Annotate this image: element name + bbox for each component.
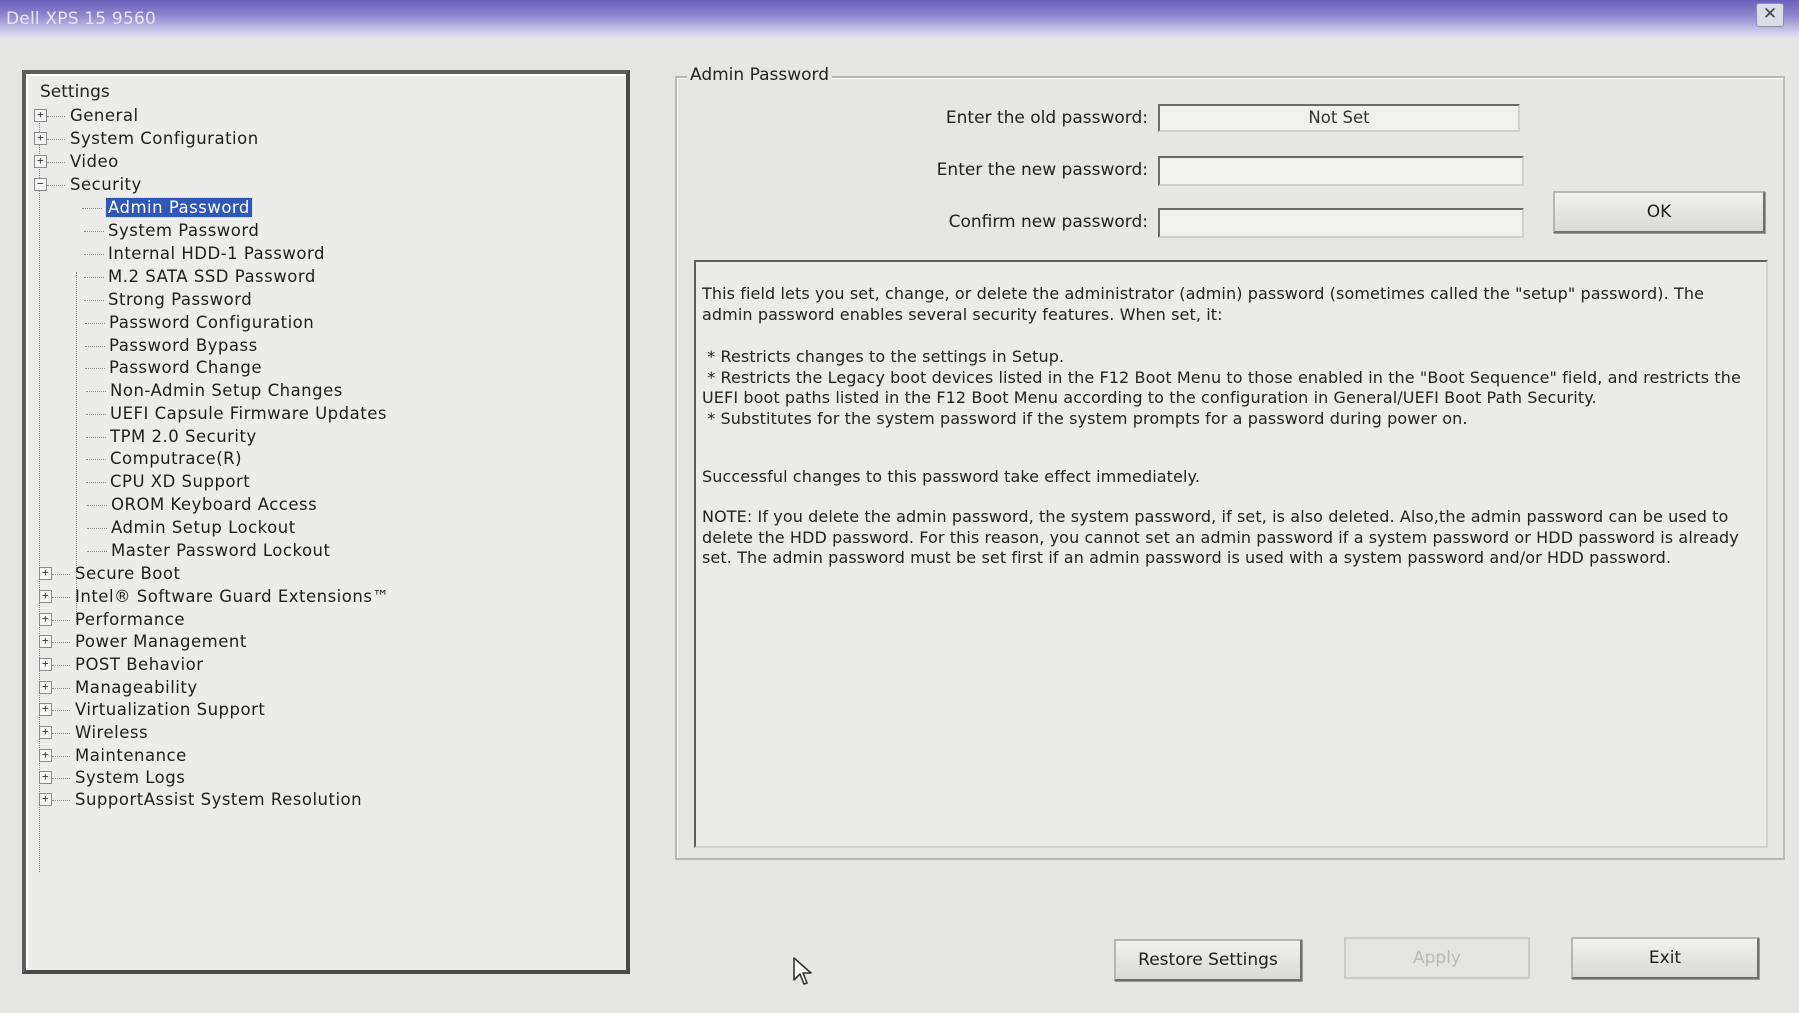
description-box[interactable]	[694, 260, 1768, 848]
tree-item-master-password-lockout[interactable]	[111, 541, 330, 563]
tree-item-password-change[interactable]	[109, 358, 262, 380]
tree-item-password-bypass[interactable]	[109, 336, 258, 358]
confirm-password-input[interactable]	[1158, 208, 1524, 238]
new-password-label: Enter the new password:	[936, 160, 1148, 180]
tree-item-system-password[interactable]	[108, 221, 259, 243]
description-paragraph: This field lets you set, change, or delete the administrator (admin) password (sometimes called the "setup" password). The admin password enables several security features. When set, it:	[702, 284, 1705, 324]
confirm-password-label: Confirm new password:	[948, 212, 1148, 232]
tree-item-label: Power Management	[75, 632, 247, 651]
tree-item-label: System Logs	[75, 768, 186, 787]
expand-icon[interactable]: +	[39, 613, 52, 626]
tree-item-computrace[interactable]	[110, 449, 242, 471]
expand-icon[interactable]: +	[39, 567, 52, 580]
close-button[interactable]: ✕	[1756, 3, 1784, 27]
mouse-pointer-icon	[792, 956, 816, 992]
tree-item-label: M.2 SATA SSD Password	[108, 267, 316, 286]
tree-item-label: Password Configuration	[109, 313, 315, 332]
settings-tree[interactable]	[22, 70, 630, 974]
tree-item-tpm-security[interactable]	[110, 427, 257, 449]
tree-item-label: Intel® Software Guard Extensions™	[75, 587, 390, 606]
description-paragraph: Successful changes to this password take effect immediately.	[702, 467, 1201, 486]
tree-item-label: Computrace(R)	[110, 449, 243, 468]
window-title: Dell XPS 15 9560	[6, 9, 156, 29]
apply-button[interactable]: Apply	[1344, 937, 1530, 979]
expand-icon[interactable]: +	[39, 749, 52, 762]
tree-item-label: POST Behavior	[75, 655, 204, 674]
description-paragraph: * Restricts changes to the settings in Setup. * Restricts the Legacy boot devices listed in the F12 Boot Menu to those enabled in the "Boot Sequence" field, and restricts the UEFI boot paths listed in the F12 Boot Menu according to the configuration in General/UEFI Boot Path Security. * Substitutes for the system password if the system prompts for a password during power on.	[702, 347, 1741, 428]
tree-item-label: UEFI Capsule Firmware Updates	[110, 404, 387, 423]
tree-item-label: System Password	[108, 221, 260, 240]
tree-item-uefi-capsule-firmware-updates[interactable]	[110, 404, 387, 426]
tree-item-label: Secure Boot	[75, 564, 181, 583]
tree-item-label: Virtualization Support	[75, 700, 266, 719]
title-bar	[0, 0, 1799, 38]
expand-icon[interactable]: +	[34, 109, 47, 122]
expand-icon[interactable]: +	[39, 771, 52, 784]
expand-icon[interactable]: +	[39, 635, 52, 648]
tree-root-label: Settings	[40, 82, 110, 102]
expand-icon[interactable]: +	[39, 793, 52, 806]
exit-button[interactable]: Exit	[1571, 937, 1759, 979]
collapse-icon[interactable]: −	[34, 178, 47, 191]
tree-item-m2-sata-ssd-password[interactable]	[108, 267, 316, 289]
tree-item-label: Video	[70, 152, 119, 171]
tree-item-strong-password[interactable]	[108, 290, 252, 312]
tree-item-label: Performance	[75, 610, 186, 629]
tree-item-label: Master Password Lockout	[111, 541, 331, 560]
tree-item-label: Internal HDD-1 Password	[108, 244, 325, 263]
expand-icon[interactable]: +	[34, 132, 47, 145]
tree-item-label: SupportAssist System Resolution	[75, 790, 363, 809]
tree-item-internal-hdd-password[interactable]	[108, 244, 325, 266]
expand-icon[interactable]: +	[39, 681, 52, 694]
tree-item-cpu-xd-support[interactable]	[110, 472, 250, 494]
expand-icon[interactable]: +	[39, 658, 52, 671]
tree-item-label: Password Bypass	[109, 336, 258, 355]
tree-item-non-admin-setup-changes[interactable]	[110, 381, 343, 403]
tree-item-label: Admin Setup Lockout	[111, 518, 296, 537]
tree-item-label: Non-Admin Setup Changes	[110, 381, 343, 400]
tree-item-label: CPU XD Support	[110, 472, 251, 491]
tree-item-label: Admin Password	[108, 198, 250, 217]
tree-item-label: Maintenance	[75, 746, 187, 765]
old-password-label: Enter the old password:	[945, 108, 1148, 128]
tree-item-label: Manageability	[75, 678, 198, 697]
group-title: Admin Password	[687, 65, 832, 85]
tree-item-label: Wireless	[75, 723, 149, 742]
expand-icon[interactable]: +	[39, 726, 52, 739]
tree-item-admin-setup-lockout[interactable]	[111, 518, 296, 540]
tree-item-label: Password Change	[109, 358, 262, 377]
tree-item-label: TPM 2.0 Security	[110, 427, 257, 446]
description-paragraph: NOTE: If you delete the admin password, the system password, if set, is also deleted. Also,the admin password can be used to delete the HDD password. For this reason, you cannot set an admin password if a system password or HDD password is already set. The admin password must be set first if an admin password is used with a system password and/or HDD password.	[702, 507, 1739, 567]
tree-item-admin-password[interactable]	[106, 198, 252, 220]
tree-item-label: Security	[70, 175, 142, 194]
tree-item-orom-keyboard-access[interactable]	[111, 495, 317, 517]
expand-icon[interactable]: +	[34, 155, 47, 168]
tree-item-password-configuration[interactable]	[109, 313, 314, 335]
new-password-input[interactable]	[1158, 156, 1524, 186]
expand-icon[interactable]: +	[39, 703, 52, 716]
tree-item-label: Strong Password	[108, 290, 253, 309]
tree-item-label: System Configuration	[70, 129, 259, 148]
tree-item-label: General	[70, 106, 139, 125]
tree-item-label: OROM Keyboard Access	[111, 495, 318, 514]
expand-icon[interactable]: +	[39, 590, 52, 603]
old-password-field: Not Set	[1158, 104, 1520, 132]
restore-settings-button[interactable]: Restore Settings	[1114, 939, 1302, 981]
ok-button[interactable]: OK	[1553, 191, 1765, 233]
